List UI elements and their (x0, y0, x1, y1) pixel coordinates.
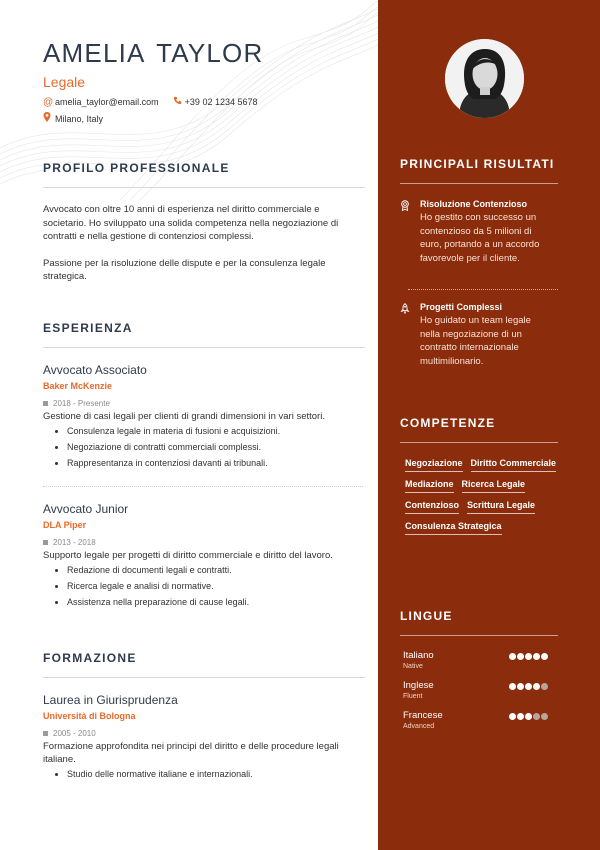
bullet-item: Studio delle normative italiane e internazionali. (55, 769, 365, 780)
rating-dots (508, 653, 548, 660)
language-name: Italiano (403, 650, 434, 661)
achievement-item (400, 199, 558, 265)
job-bullets (43, 426, 365, 469)
job-description: Gestione di casi legali per clienti di grandi dimensioni in vari settori. (43, 410, 325, 422)
phone-text: +39 02 1234 5678 (184, 97, 258, 107)
language-item (403, 650, 548, 670)
job-position: Avvocato Associato (43, 362, 147, 377)
candidate-name: AMELIA TAYLOR (43, 38, 264, 68)
phone-icon (173, 96, 185, 108)
achievement-text: Ho guidato un team legale nella negoziazione di un contratto internazionale multimilionario. (420, 315, 531, 367)
language-name: Francese (403, 710, 443, 721)
languages-section (400, 609, 558, 730)
skill-tag: Contenzioso (405, 500, 459, 514)
email-text: amelia_taylor@email.com (55, 97, 159, 107)
skill-tag: Diritto Commerciale (471, 458, 557, 472)
rating-dot-filled (509, 653, 516, 660)
summary-paragraph: Passione per la risoluzione delle dispute e per la consulenza legale strategica. (43, 257, 326, 282)
school-name: Università di Bologna (43, 710, 136, 721)
language-item (403, 680, 548, 700)
rating-dot-filled (541, 653, 548, 660)
rating-dot-filled (509, 683, 516, 690)
at-icon: @ (43, 96, 54, 108)
profile-photo (445, 39, 524, 118)
experience-entry (43, 502, 365, 608)
rating-dot-filled (533, 653, 540, 660)
company-name: Baker McKenzie (43, 380, 113, 391)
bullet-item: Consulenza legale in materia di fusioni e acquisizioni. (55, 426, 365, 437)
date-range (43, 538, 365, 547)
rating-dot-filled (517, 713, 524, 720)
rating-dot-filled (517, 653, 524, 660)
company-name: DLA Piper (43, 519, 87, 530)
skill-tag: Mediazione (405, 479, 454, 493)
language-item (403, 710, 548, 730)
profile-heading: PROFILO PROFESSIONALE (43, 161, 230, 175)
education-entry (43, 693, 365, 780)
rating-dot-empty (541, 683, 548, 690)
date-range (43, 729, 365, 738)
divider (43, 187, 365, 188)
rating-dot-filled (525, 713, 532, 720)
experience-heading: ESPERIENZA (43, 320, 133, 335)
language-level: Fluent (403, 693, 423, 700)
job-title: Legale (43, 74, 86, 90)
achievement-title: Risoluzione Contenzioso (420, 199, 527, 209)
bullet-item: Rappresentanza in contenziosi davanti ai tribunali. (55, 458, 365, 469)
divider (43, 677, 365, 678)
divider (400, 183, 558, 184)
achievement-text: Ho gestito con successo un contenzioso da 5 milioni di euro, portando a un accordo favorevole per il cliente. (420, 212, 540, 264)
rating-dots (508, 683, 548, 690)
education-heading: FORMAZIONE (43, 650, 137, 665)
experience-section (43, 321, 365, 608)
date-text: 2005 - 2010 (53, 728, 96, 738)
award-icon (400, 199, 420, 265)
education-bullets (43, 769, 365, 780)
achievement-title: Progetti Complessi (420, 302, 503, 312)
calendar-icon (43, 540, 48, 545)
date-text: 2018 - Presente (53, 398, 110, 408)
rating-dot-filled (525, 683, 532, 690)
divider (43, 347, 365, 348)
rating-dot-filled (525, 653, 532, 660)
skills-section (400, 416, 565, 542)
skills-list (400, 458, 565, 542)
rating-dot-empty (541, 713, 548, 720)
divider (400, 442, 558, 443)
job-position: Avvocato Junior (43, 501, 129, 516)
calendar-icon (43, 401, 48, 406)
education-description: Formazione approfondita nei principi del diritto e delle procedure legali italiane. (43, 740, 339, 765)
language-level: Advanced (403, 723, 435, 730)
contact-row (43, 96, 365, 108)
location-text: Milano, Italy (55, 113, 104, 124)
job-bullets (43, 565, 365, 608)
skill-tag: Scrittura Legale (467, 500, 535, 514)
rating-dot-filled (533, 683, 540, 690)
rocket-icon (400, 302, 420, 368)
language-name: Inglese (403, 680, 434, 691)
rating-dots (508, 713, 548, 720)
languages-list (400, 650, 558, 730)
skills-heading: COMPETENZE (400, 416, 496, 430)
phone-item[interactable] (173, 96, 258, 108)
entry-separator (408, 289, 558, 290)
map-pin-icon (43, 112, 55, 125)
profile-summary (43, 203, 365, 284)
date-range (43, 399, 365, 408)
skill-tag: Ricerca Legale (462, 479, 526, 493)
summary-paragraph: Avvocato con oltre 10 anni di esperienza nel diritto commerciale e societario. Ho sviluppato una solida competenza nella negoziazione di contratti e nella gestione di contenziosi complessi. (43, 204, 339, 242)
skill-tag: Negoziazione (405, 458, 463, 472)
profile-section (43, 161, 365, 284)
degree-title: Laurea in Giurisprudenza (43, 692, 178, 707)
achievements-section (400, 157, 558, 368)
divider (400, 635, 558, 636)
skill-tag: Consulenza Strategica (405, 521, 502, 535)
rating-dot-filled (517, 683, 524, 690)
rating-dot-filled (509, 713, 516, 720)
sidebar (378, 0, 600, 850)
achievement-item (400, 302, 558, 368)
education-section (43, 651, 365, 780)
bullet-item: Negoziazione di contratti commerciali complessi. (55, 442, 365, 453)
languages-heading: LINGUE (400, 609, 453, 623)
location-row (43, 112, 365, 125)
bullet-item: Redazione di documenti legali e contratti. (55, 565, 365, 576)
date-text: 2013 - 2018 (53, 537, 96, 547)
achievements-heading: PRINCIPALI RISULTATI (400, 157, 555, 171)
calendar-icon (43, 731, 48, 736)
job-description: Supporto legale per progetti di diritto commerciale e diritto del lavoro. (43, 549, 333, 561)
rating-dot-empty (533, 713, 540, 720)
bullet-item: Ricerca legale e analisi di normative. (55, 581, 365, 592)
entry-separator (43, 486, 363, 487)
location-item (43, 112, 103, 125)
email-item[interactable] (43, 97, 159, 108)
bullet-item: Assistenza nella preparazione di cause legali. (55, 597, 365, 608)
language-level: Native (403, 663, 423, 670)
experience-entry (43, 363, 365, 469)
